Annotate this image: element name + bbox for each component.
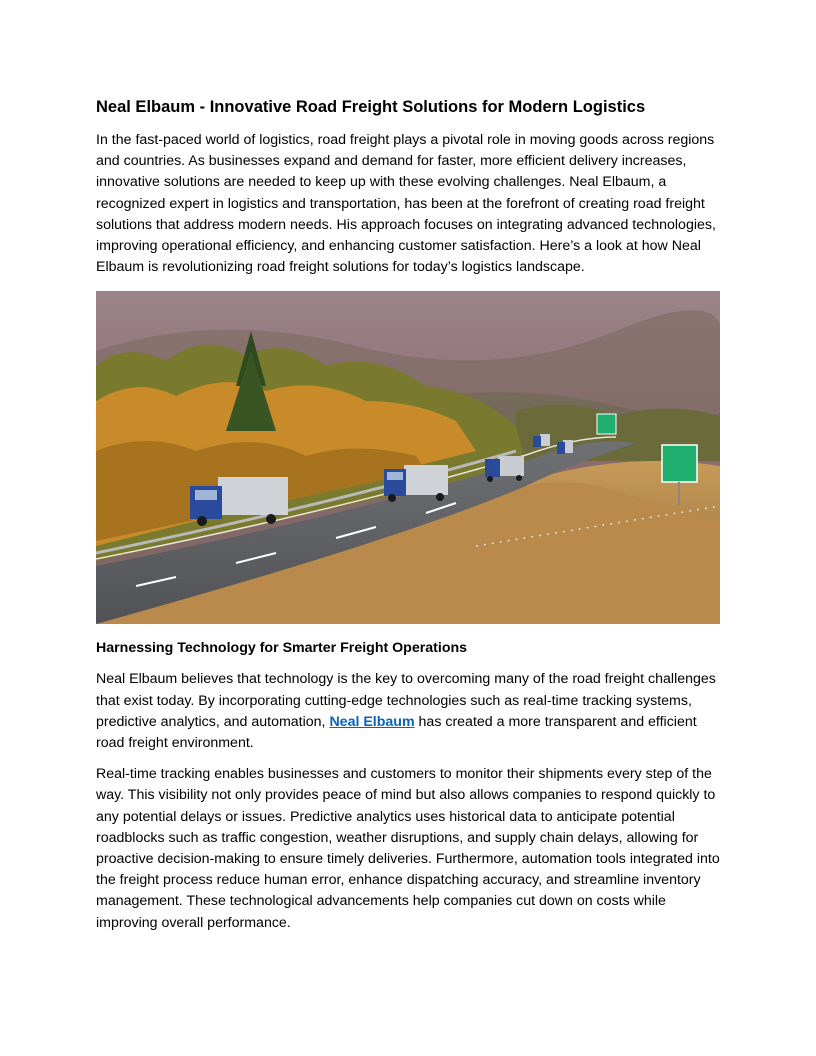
road-freight-photo — [96, 291, 720, 624]
section-heading: Harnessing Technology for Smarter Freight Operations — [96, 640, 468, 657]
truck-5 — [557, 440, 573, 454]
intro-paragraph: In the fast-paced world of logistics, road freight plays a pivotal role in moving goods across regions and countries. As businesses expand and demand for faster, more efficient delivery increases, innovative solutions are needed to keep up with these evolving challenges. Neal Elbaum, a recognized expert in logistics and transportation, has been at the forefront of creating road freight solutions that address modern needs. His approach focuses on integrating advanced technologies, improving operational efficiency, and enhancing customer satisfaction. Here’s a look at how Neal Elbaum is revolutionizing road freight solutions for today’s logistics landscape. — [96, 132, 716, 276]
paragraph-real-time-tracking: Real-time tracking enables businesses and customers to monitor their shipments every step of the way. This visibility not only provides peace of mind but also allows companies to respond quickly to any potential delays or issues. Predictive analytics uses historical data to anticipate potential roadblocks such as traffic congestion, weather disruptions, and supply chain delays, allowing for proactive decision-making to ensure timely deliveries. Furthermore, automation tools integrated into the freight process reduce human error, enhance dispatching accuracy, and streamline inventory management. These technological advancements help companies cut down on costs while improving overall performance. — [96, 766, 720, 931]
paragraph-technology-after-link: has created a more transparent and efficient road freight environment. — [96, 713, 697, 752]
neal-elbaum-link[interactable]: Neal Elbaum — [329, 713, 415, 730]
paragraph-technology — [96, 669, 720, 754]
document-title: Neal Elbaum - Innovative Road Freight Solutions for Modern Logistics — [96, 98, 646, 116]
paragraph-technology-before-link: Neal Elbaum believes that technology is the key to overcoming many of the road freight challenges that exist today. By incorporating cutting-edge technologies such as real-time tracking systems, predictive analytics, and automation, — [96, 671, 716, 730]
document-body — [96, 96, 720, 944]
